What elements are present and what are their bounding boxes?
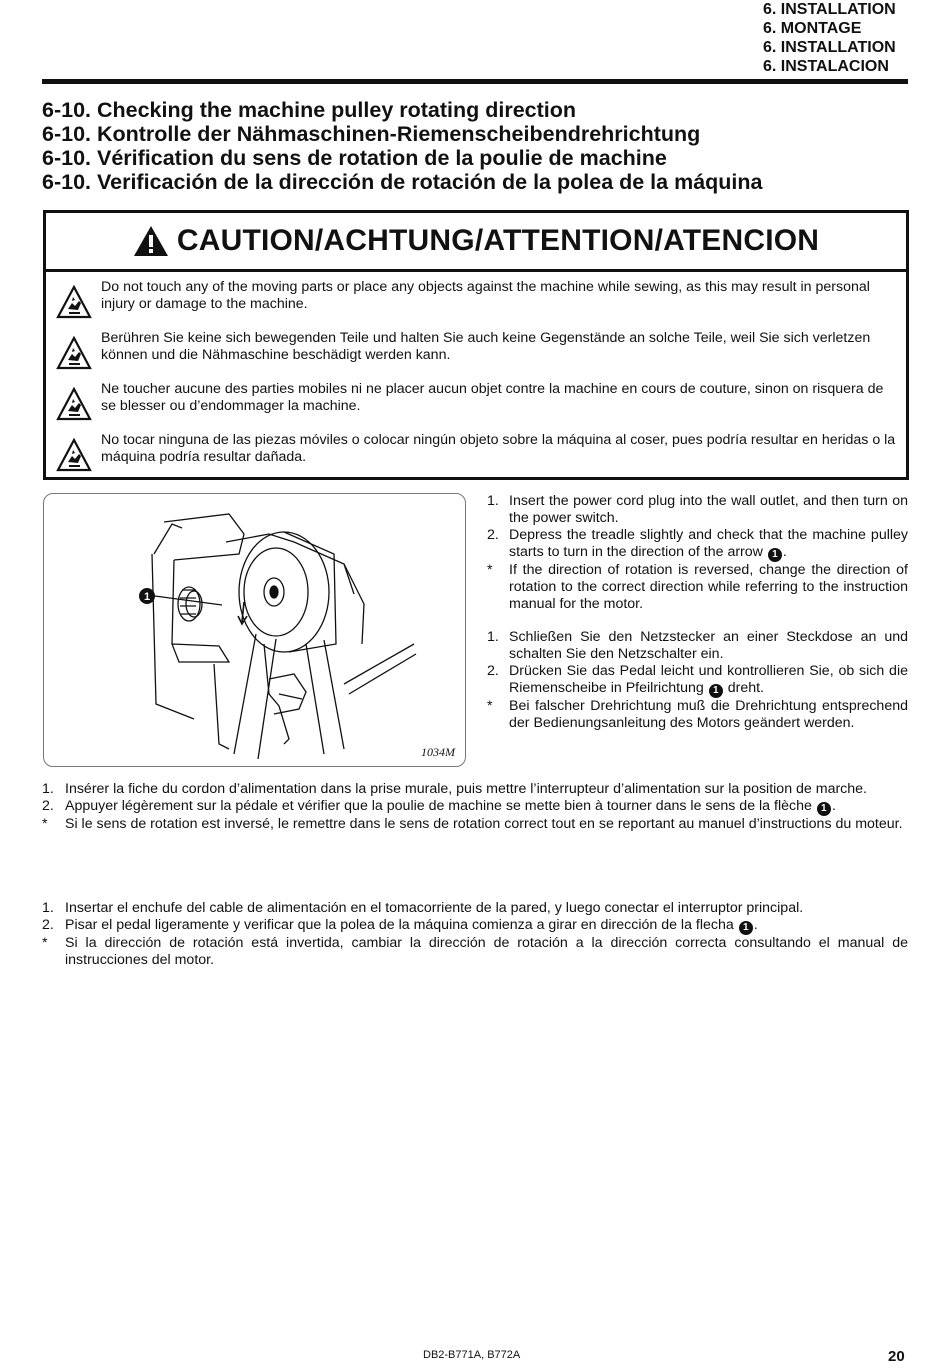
section-titles [42,98,922,194]
warning-row-fr [46,381,906,429]
hand-injury-warning-icon [56,336,92,370]
instructions-fr [42,781,908,833]
list-item: 2. Pisar el pedal ligeramente y verificar que la polea de la máquina comienza a girar en dirección de la flecha 1 . [42,917,758,933]
warning-row-de [46,330,906,378]
list-item: 2. Appuyer légèrement sur la pédale et vérifier que la poulie de machine se mette bien à tourner dans le sens de la flèche 1 . [42,798,836,814]
instructions-es [42,900,908,969]
warning-text-fr: Ne toucher aucune des parties mobiles ni ne placer aucun objet contre la machine en cours de couture, sinon on risquera de se blesser ou d’endommager la machine. [101,381,884,414]
figure-label: 1034M [421,745,455,759]
list-item: * If the direction of rotation is reversed, change the direction of rotation to the correct direction while referring to the instruction manual for the motor. [487,562,908,612]
callout-marker-icon: 1 [817,802,831,816]
warning-row-es [46,432,906,480]
list-item: 2. Depress the treadle slightly and check that the machine pulley starts to turn in the direction of the arrow 1 . [487,527,908,560]
list-item: * Bei falscher Drehrichtung muß die Drehrichtung entsprechend der Bedienungsanleitung des Motors geändert werden. [487,698,908,731]
header-divider [42,79,908,84]
warning-row-en [46,279,906,327]
hand-injury-warning-icon [56,285,92,319]
list-item: 1. Insertar el enchufe del cable de alimentación en el tomacorriente de la pared, y luego conectar el interruptor principal. [42,900,804,916]
callout-marker-icon: 1 [709,684,723,698]
machine-pulley-figure [43,493,466,767]
section-title-de: 6-10. Kontrolle der Nähmaschinen-Riemenscheibendrehrichtung [42,122,701,146]
hand-injury-warning-icon [56,387,92,421]
callout-marker-icon: 1 [739,921,753,935]
caution-heading: CAUTION/ACHTUNG/ATTENTION/ATENCION [176,224,820,257]
chapter-heading-es: 6. INSTALACION [763,58,889,75]
warning-text-es: No tocar ninguna de las piezas móviles o colocar ningún objeto sobre la máquina al coser, pues podría resultar en heridas o la máquina podría resultar dañada. [101,432,896,465]
section-title-es: 6-10. Verificación de la dirección de rotación de la polea de la máquina [42,170,763,194]
list-item: 2. Drücken Sie das Pedal leicht und kontrollieren Sie, ob sich die Riemenscheibe in Pfeilrichtung 1 dreht. [487,663,908,696]
hand-injury-warning-icon [56,438,92,472]
chapter-heading-fr: 6. INSTALLATION [763,39,896,56]
callout-marker-icon: 1 [768,548,782,562]
warning-triangle-icon [133,225,169,257]
chapter-heading-de: 6. MONTAGE [763,20,862,37]
page-number: 20 [888,1348,905,1365]
list-item: * Si le sens de rotation est inversé, le remettre dans le sens de rotation correct tout en se reportant au manuel d’instructions du moteur. [42,816,903,832]
list-item: 1. Schließen Sie den Netzstecker an einer Steckdose an und schalten Sie den Netzschalter ein. [487,629,908,662]
footer-model: DB2-B771A, B772A [423,1349,521,1361]
instructions-de [487,629,908,732]
warning-text-en: Do not touch any of the moving parts or place any objects against the machine while sewing, as this may result in personal injury or damage to the machine. [101,279,870,312]
chapter-heading-en: 6. INSTALLATION [763,1,896,18]
warning-text-de: Berühren Sie keine sich bewegenden Teile und halten Sie auch keine Gegenstände an solche Teile, weil Sie sich verletzen können und die Nähmaschine beschädigt werden kann. [101,330,871,363]
section-title-en: 6-10. Checking the machine pulley rotating direction [42,98,577,122]
caution-box [43,210,909,480]
instructions-en [487,493,908,613]
figure-callout-number: 1 [143,591,151,603]
chapter-headings [763,0,923,76]
list-item: 1. Insérer la fiche du cordon d’alimentation dans la prise murale, puis mettre l’interrupteur d’alimentation sur la position de marche. [42,781,868,797]
sewing-machine-illustration [44,494,465,766]
caution-header [46,213,906,272]
section-title-fr: 6-10. Vérification du sens de rotation de la poulie de machine [42,146,667,170]
list-item: 1. Insert the power cord plug into the wall outlet, and then turn on the power switch. [487,493,908,526]
list-item: * Si la dirección de rotación está invertida, cambiar la dirección de rotación a la dirección correcta consultando el manual de instrucciones del motor. [42,935,908,968]
